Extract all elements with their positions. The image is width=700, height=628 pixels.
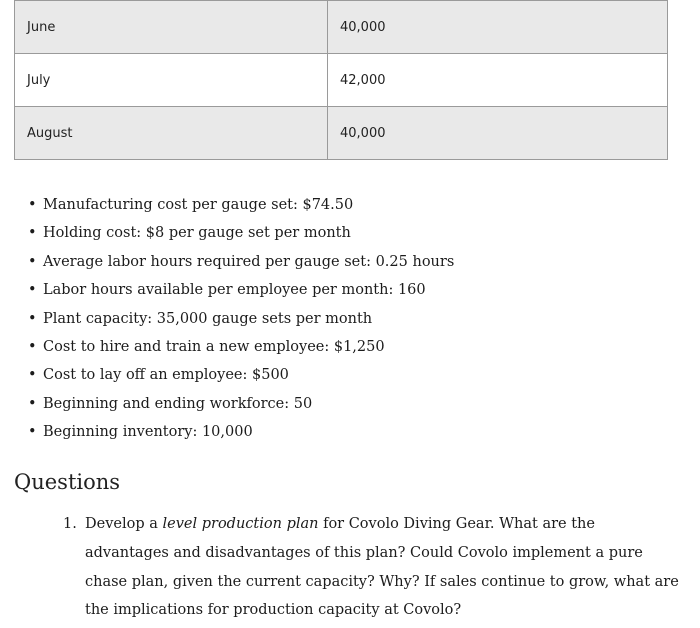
bullet-icon: • <box>28 197 37 213</box>
table-row <box>15 107 668 160</box>
bullet-icon: • <box>28 395 37 412</box>
list-item: • Plant capacity: 35,000 gauge sets per month <box>28 305 454 333</box>
bullet-icon: • <box>28 367 37 384</box>
list-item: • Labor hours available per employee per month: 160 <box>28 276 454 304</box>
value-cell: 42,000 <box>328 54 668 107</box>
list-item: • Average labor hours required per gauge set: 0.25 hours <box>28 248 454 276</box>
table-row <box>15 54 668 107</box>
value-cell: 40,000 <box>328 107 668 160</box>
list-item: • Cost to hire and train a new employee: $1,250 <box>28 333 454 361</box>
month-cell: June <box>15 1 328 54</box>
parameter-list <box>28 191 454 447</box>
questions-heading: Questions <box>14 470 121 494</box>
question-list <box>63 510 681 625</box>
table-row <box>15 1 668 54</box>
bullet-icon: • <box>28 253 37 270</box>
list-item: • Beginning and ending workforce: 50 <box>28 390 454 418</box>
list-item: • Manufacturing cost per gauge set: $74.50 <box>28 191 454 219</box>
value-cell: 40,000 <box>328 1 668 54</box>
question-text: Develop a level production plan for Covolo Diving Gear. What are the advantages and disadvantages of this plan? Could Covolo implement a pure chase plan, given the current capacity? Why? If sales continue to grow, what are the implications for production capacity at Covolo? <box>85 516 679 619</box>
bullet-icon: • <box>28 282 37 299</box>
list-item: • Beginning inventory: 10,000 <box>28 418 454 446</box>
bullet-icon: • <box>28 225 37 242</box>
demand-table <box>14 0 668 160</box>
month-cell: August <box>15 107 328 160</box>
bullet-icon: • <box>28 424 37 441</box>
month-cell: July <box>15 54 328 107</box>
question-item <box>63 510 681 625</box>
bullet-icon: • <box>28 338 37 355</box>
bullet-icon: • <box>28 310 37 327</box>
list-item: • Holding cost: $8 per gauge set per month <box>28 219 454 247</box>
question-emphasis: level production plan <box>162 516 319 532</box>
question-number: 1. <box>63 516 77 532</box>
list-item: • Cost to lay off an employee: $500 <box>28 361 454 389</box>
